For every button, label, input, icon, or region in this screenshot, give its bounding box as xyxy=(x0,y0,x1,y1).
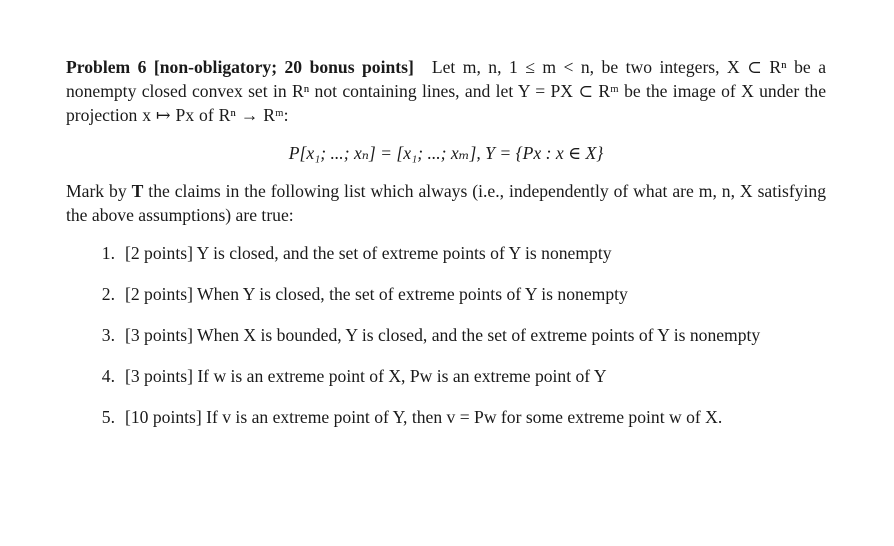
claim-number: 1. xyxy=(101,243,115,263)
instructions-prefix: Mark by xyxy=(66,181,132,201)
claim-number: 2. xyxy=(101,284,115,304)
claim-text: [10 points] If v is an extreme point of Y, then v = Pw for some extreme point w of X. xyxy=(125,407,723,427)
intro-line-1: Let m, n, 1 ≤ m < n, be two integers, xyxy=(431,57,720,77)
claim-number: 4. xyxy=(101,366,115,386)
instructions-rest: the claims in the following list which always (i.e., independently of what are m, n, X satisfying the above assumptions) are true: xyxy=(66,181,827,225)
claim-text: [3 points] If w is an extreme point of X, Pw is an extreme point of Y xyxy=(125,366,607,386)
claim-text: [2 points] Y is closed, and the set of extreme points of Y is nonempty xyxy=(125,243,612,263)
claim-item xyxy=(66,241,826,265)
problem-label: Problem 6 [non-obligatory; 20 bonus points] xyxy=(66,57,414,77)
claim-item xyxy=(66,364,826,388)
instructions xyxy=(66,179,826,227)
claim-item xyxy=(66,405,826,429)
display-formula: P[x₁; ...; xₙ] = [x₁; ...; xₘ], Y = {Px : x ∈ X} xyxy=(288,143,604,163)
claim-item xyxy=(66,282,826,306)
claim-text: [3 points] When X is bounded, Y is closed, and the set of extreme points of Y is nonempty xyxy=(125,325,761,345)
true-mark: T xyxy=(131,181,144,201)
problem-intro xyxy=(66,55,826,127)
claim-number: 5. xyxy=(101,407,115,427)
claims-list xyxy=(66,241,826,429)
claim-text: [2 points] When Y is closed, the set of extreme points of Y is nonempty xyxy=(125,284,628,304)
intro-line-2: X ⊂ Rⁿ be a nonempty closed convex set in Rⁿ not containing lines, and let Y = PX ⊂ xyxy=(66,57,827,101)
claim-number: 3. xyxy=(101,325,115,345)
claim-item xyxy=(66,323,826,347)
intro-line-3: Rᵐ be the image of X under the projection x ↦ Px of Rⁿ → Rᵐ: xyxy=(66,81,827,125)
problem-page xyxy=(66,55,826,446)
